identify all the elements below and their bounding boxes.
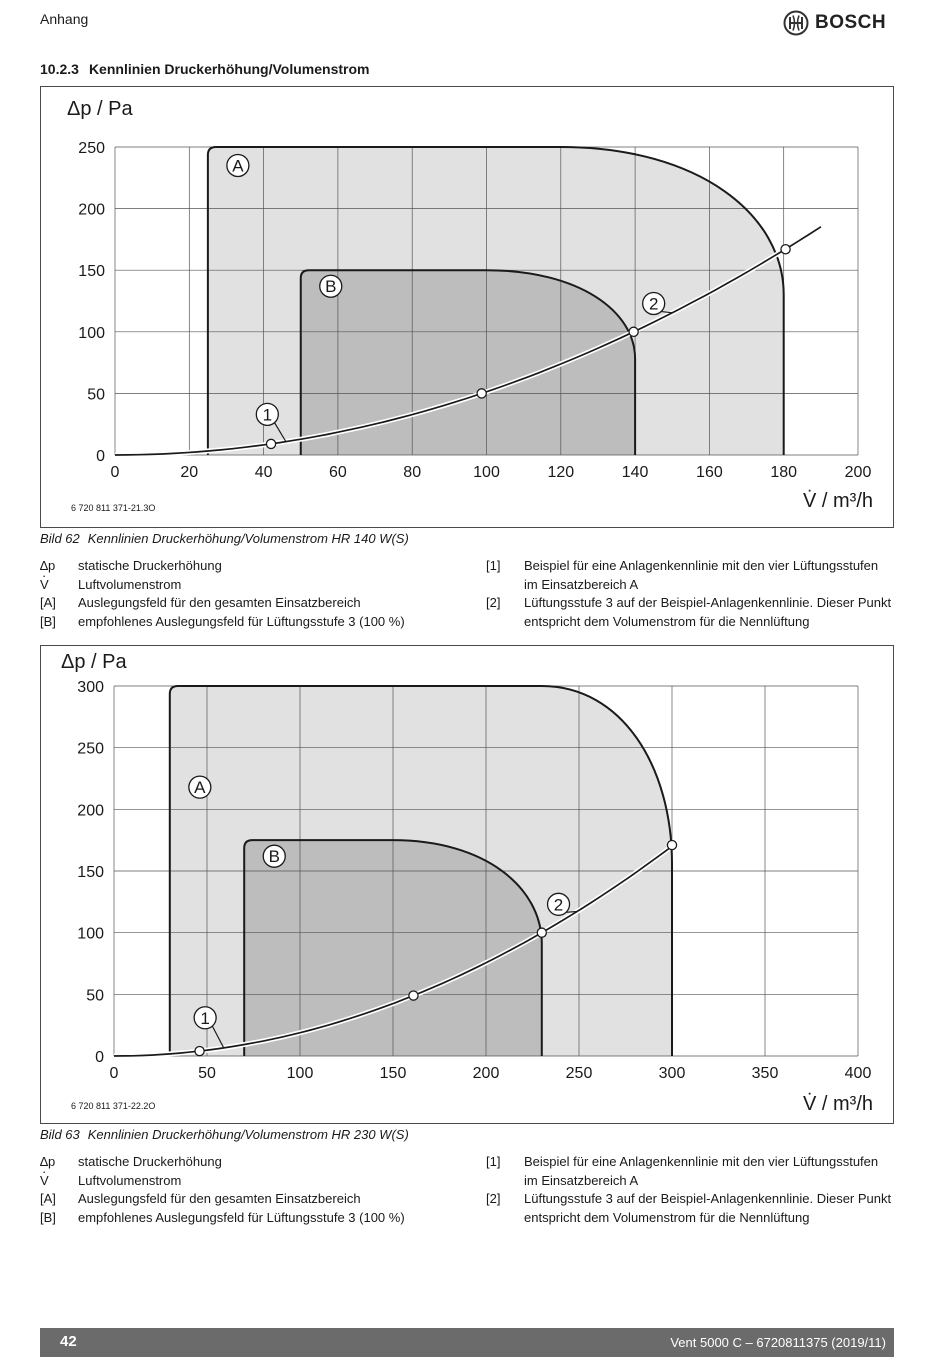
legend-text: Lüftungsstufe 3 auf der Beispiel-Anlagenkennlinie. Dieser Punkt entspricht dem Volumenstrom für die Nennlüftung [524, 595, 892, 629]
figure-number: Bild 62 [40, 531, 80, 546]
legend-text: empfohlenes Auslegungsfeld für Lüftungsstufe 3 (100 %) [78, 613, 405, 629]
x-tick-label: 160 [696, 464, 723, 481]
x-axis-label: V̇ / m³/h [802, 490, 873, 512]
x-tick-label: 140 [621, 464, 649, 481]
legend-key: [A] [40, 595, 56, 610]
legend-key: [1] [486, 558, 501, 573]
legend-text: statische Druckerhöhung [78, 558, 222, 573]
y-tick-label: 50 [87, 386, 105, 404]
legend-symbols [40, 557, 460, 631]
legend-row [40, 1153, 460, 1172]
legend-row [40, 613, 460, 632]
y-tick-label: 200 [77, 802, 104, 820]
x-tick-label: 100 [286, 1065, 314, 1082]
x-tick-label: 400 [844, 1065, 872, 1082]
operating-point [195, 1046, 204, 1055]
y-tick-label: 250 [78, 140, 105, 157]
marker-label-1: 1 [200, 1008, 210, 1028]
legend-text: empfohlenes Auslegungsfeld für Lüftungsstufe 3 (100 %) [78, 1209, 405, 1225]
x-tick-label: 120 [547, 464, 575, 481]
section-heading [40, 61, 369, 77]
y-tick-label: 0 [95, 1049, 104, 1066]
legend-key: · V [40, 576, 78, 595]
legend-text: Beispiel für eine Anlagenkennlinie mit den vier Lüftungsstufen im Einsatzbereich A [524, 558, 879, 592]
x-tick-label: 0 [109, 1065, 119, 1082]
marker-label-2: 2 [553, 895, 564, 915]
legend-row [40, 576, 460, 595]
operating-point [629, 327, 638, 336]
page-footer [40, 1328, 894, 1357]
y-axis-label: Δp / Pa [61, 651, 127, 673]
bosch-armature-icon [783, 10, 809, 36]
brand-logo [783, 9, 886, 37]
x-tick-label: 100 [473, 464, 500, 481]
x-tick-label: 40 [254, 464, 273, 481]
legend-markers [486, 1153, 892, 1227]
chart-frame-hr230 [40, 645, 894, 1124]
drawing-code: 6 720 811 371-21.3O [71, 503, 156, 513]
legend-row [40, 557, 460, 576]
operating-point [781, 245, 790, 254]
legend-text: Lüftungsstufe 3 auf der Beispiel-Anlagenkennlinie. Dieser Punkt entspricht dem Volumenstrom für die Nennlüftung [524, 1191, 892, 1225]
figure-legend-62 [40, 557, 892, 633]
x-tick-label: 300 [658, 1065, 686, 1082]
page-number: 42 [60, 1333, 77, 1350]
x-tick-label: 80 [403, 464, 422, 481]
legend-text: Auslegungsfeld für den gesamten Einsatzbereich [78, 595, 361, 610]
x-tick-label: 60 [329, 464, 347, 481]
y-tick-label: 50 [86, 987, 104, 1005]
legend-row [486, 1153, 892, 1190]
x-tick-label: 250 [565, 1065, 593, 1082]
operating-point [409, 991, 418, 1000]
legend-markers [486, 557, 892, 631]
legend-row [40, 1172, 460, 1191]
area-label-b: B [268, 847, 280, 867]
figure-title: Kennlinien Druckerhöhung/Volumenstrom HR 140 W(S) [87, 531, 409, 546]
area-label-a: A [194, 778, 206, 798]
section-title-text: Kennlinien Druckerhöhung/Volumenstrom [88, 61, 370, 77]
legend-key: ∆p [40, 558, 56, 573]
legend-key: · V [40, 1172, 78, 1191]
legend-text: Luftvolumenstrom [78, 576, 182, 592]
marker-label-2: 2 [648, 294, 659, 314]
marker-label-1: 1 [262, 405, 273, 425]
legend-key: [2] [486, 1191, 501, 1206]
x-axis-label: V̇ / m³/h [802, 1093, 873, 1115]
x-tick-label: 350 [751, 1065, 779, 1082]
legend-key: [B] [40, 613, 56, 629]
x-tick-label: 150 [379, 1065, 407, 1082]
y-tick-label: 100 [77, 925, 104, 943]
y-axis-label: Δp / Pa [67, 98, 133, 120]
legend-row [486, 557, 892, 594]
legend-row [486, 1190, 892, 1227]
header-section-label: Anhang [40, 11, 89, 27]
figure-caption-63 [40, 1127, 409, 1142]
y-tick-label: 200 [78, 201, 105, 219]
legend-key: [B] [40, 1209, 56, 1225]
brand-name: BOSCH [815, 12, 887, 33]
area-label-b: B [325, 277, 337, 297]
legend-text: Luftvolumenstrom [78, 1172, 182, 1188]
legend-key: [2] [486, 595, 501, 610]
document-reference: Vent 5000 C – 6720811375 (2019/11) [670, 1335, 886, 1350]
operating-point [477, 389, 486, 398]
legend-text: statische Druckerhöhung [78, 1154, 222, 1169]
chart-frame-hr140 [40, 86, 894, 528]
y-tick-label: 150 [78, 263, 105, 281]
legend-symbols [40, 1153, 460, 1227]
pressure-flow-chart-hr140 [41, 87, 893, 527]
y-tick-label: 100 [78, 324, 105, 342]
x-tick-label: 0 [110, 464, 120, 481]
figure-legend-63 [40, 1153, 892, 1229]
y-tick-label: 150 [77, 864, 104, 881]
x-tick-label: 20 [180, 464, 199, 481]
y-tick-label: 0 [96, 448, 105, 465]
legend-text: Auslegungsfeld für den gesamten Einsatzbereich [78, 1191, 361, 1206]
figure-caption-62 [40, 531, 409, 546]
x-tick-label: 180 [770, 464, 798, 481]
legend-row [40, 594, 460, 613]
legend-key: [A] [40, 1191, 56, 1206]
section-number: 10.2.3 [40, 61, 79, 77]
y-tick-label: 300 [77, 679, 104, 696]
legend-key: ∆p [40, 1154, 56, 1169]
x-tick-label: 200 [472, 1065, 500, 1082]
legend-text: Beispiel für eine Anlagenkennlinie mit den vier Lüftungsstufen im Einsatzbereich A [524, 1154, 879, 1188]
legend-key: [1] [486, 1154, 501, 1169]
operating-point [667, 841, 676, 850]
legend-row [486, 594, 892, 631]
legend-row [40, 1190, 460, 1209]
figure-title: Kennlinien Druckerhöhung/Volumenstrom HR 230 W(S) [87, 1127, 409, 1142]
legend-row [40, 1209, 460, 1228]
y-tick-label: 250 [77, 740, 104, 758]
operating-point [266, 439, 275, 448]
area-label-a: A [232, 156, 244, 176]
figure-number: Bild 63 [40, 1127, 80, 1142]
operating-point [537, 928, 546, 937]
x-tick-label: 50 [198, 1065, 216, 1082]
x-tick-label: 200 [844, 464, 872, 481]
drawing-code: 6 720 811 371-22.2O [71, 1101, 156, 1111]
pressure-flow-chart-hr230 [41, 646, 893, 1123]
